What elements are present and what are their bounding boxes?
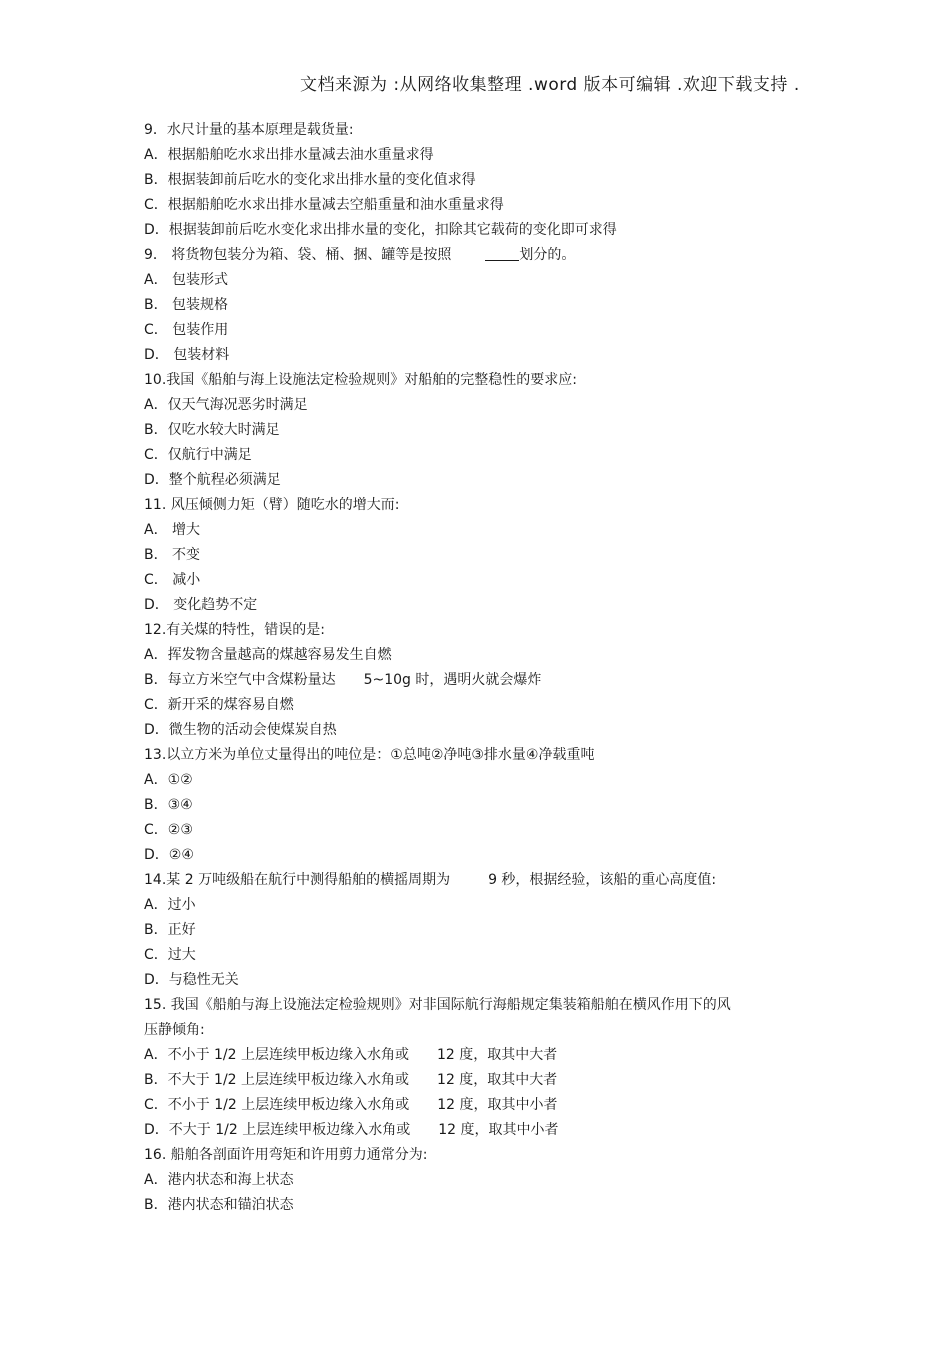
option-line: C．②③ <box>144 822 193 838</box>
answer-blank <box>485 246 519 261</box>
option-line: A． 增大 <box>144 522 201 538</box>
option-line: D．②④ <box>144 847 194 863</box>
option-line: C．不小于 1/2 上层连续甲板边缘入水角或 12 度，取其中小者 <box>144 1097 558 1113</box>
option-line: A．不小于 1/2 上层连续甲板边缘入水角或 12 度，取其中大者 <box>144 1047 558 1063</box>
option-line: A．根据船舶吃水求出排水量减去油水重量求得 <box>144 147 434 163</box>
question-line: 14.某 2 万吨级船在航行中测得船舶的横摇周期为 9 秒，根据经验，该船的重心高度值: <box>144 872 717 888</box>
question-line: 12.有关煤的特性，错误的是: <box>144 622 325 638</box>
option-line: C．新开采的煤容易自燃 <box>144 697 294 713</box>
option-line: D．根据装卸前后吃水变化求出排水量的变化，扣除其它载荷的变化即可求得 <box>144 222 617 238</box>
question-line: 9． 将货物包装分为箱、袋、桶、捆、罐等是按照 划分的。 <box>144 247 576 263</box>
option-line: D．整个航程必须满足 <box>144 472 281 488</box>
option-line: C．过大 <box>144 947 196 963</box>
option-line: A．挥发物含量越高的煤越容易发生自燃 <box>144 647 392 663</box>
option-line: C． 减小 <box>144 572 201 588</box>
option-line: B．③④ <box>144 797 193 813</box>
option-line: B．不大于 1/2 上层连续甲板边缘入水角或 12 度，取其中大者 <box>144 1072 558 1088</box>
question-line: 11. 风压倾侧力矩（臂）随吃水的增大而: <box>144 497 400 513</box>
question-line: 9．水尺计量的基本原理是载货量: <box>144 122 354 138</box>
option-line: D． 包装材料 <box>144 347 230 363</box>
option-line: B．正好 <box>144 922 196 938</box>
document-body <box>144 118 784 1218</box>
option-line: C．根据船舶吃水求出排水量减去空船重量和油水重量求得 <box>144 197 504 213</box>
option-line: B．仅吃水较大时满足 <box>144 422 280 438</box>
option-line: C．仅航行中满足 <box>144 447 252 463</box>
option-line: D．不大于 1/2 上层连续甲板边缘入水角或 12 度，取其中小者 <box>144 1122 559 1138</box>
option-line: D．微生物的活动会使煤炭自热 <box>144 722 337 738</box>
option-line: B．根据装卸前后吃水的变化求出排水量的变化值求得 <box>144 172 476 188</box>
option-line: C． 包装作用 <box>144 322 229 338</box>
option-line: A．港内状态和海上状态 <box>144 1172 294 1188</box>
option-line: A． 包装形式 <box>144 272 229 288</box>
option-line: B．港内状态和锚泊状态 <box>144 1197 294 1213</box>
option-line: A．过小 <box>144 897 196 913</box>
question-line: 16. 船舶各剖面许用弯矩和许用剪力通常分为: <box>144 1147 428 1163</box>
option-line: B．每立方米空气中含煤粉量达 5~10g 时，遇明火就会爆炸 <box>144 672 542 688</box>
option-line: A．仅天气海况恶劣时满足 <box>144 397 308 413</box>
option-line: A．①② <box>144 772 193 788</box>
option-line: D．与稳性无关 <box>144 972 239 988</box>
question-line: 13.以立方米为单位丈量得出的吨位是：①总吨②净吨③排水量④净载重吨 <box>144 747 595 763</box>
question-line: 15. 我国《船舶与海上设施法定检验规则》对非国际航行海船规定集装箱船舶在横风作用下的风压静倾角: <box>144 997 731 1038</box>
page-header: 文档来源为 :从网络收集整理 .word 版本可编辑 .欢迎下载支持 . <box>300 75 800 95</box>
option-line: B． 包装规格 <box>144 297 229 313</box>
question-line: 10.我国《船舶与海上设施法定检验规则》对船舶的完整稳性的要求应: <box>144 372 577 388</box>
option-line: B． 不变 <box>144 547 201 563</box>
option-line: D． 变化趋势不定 <box>144 597 258 613</box>
